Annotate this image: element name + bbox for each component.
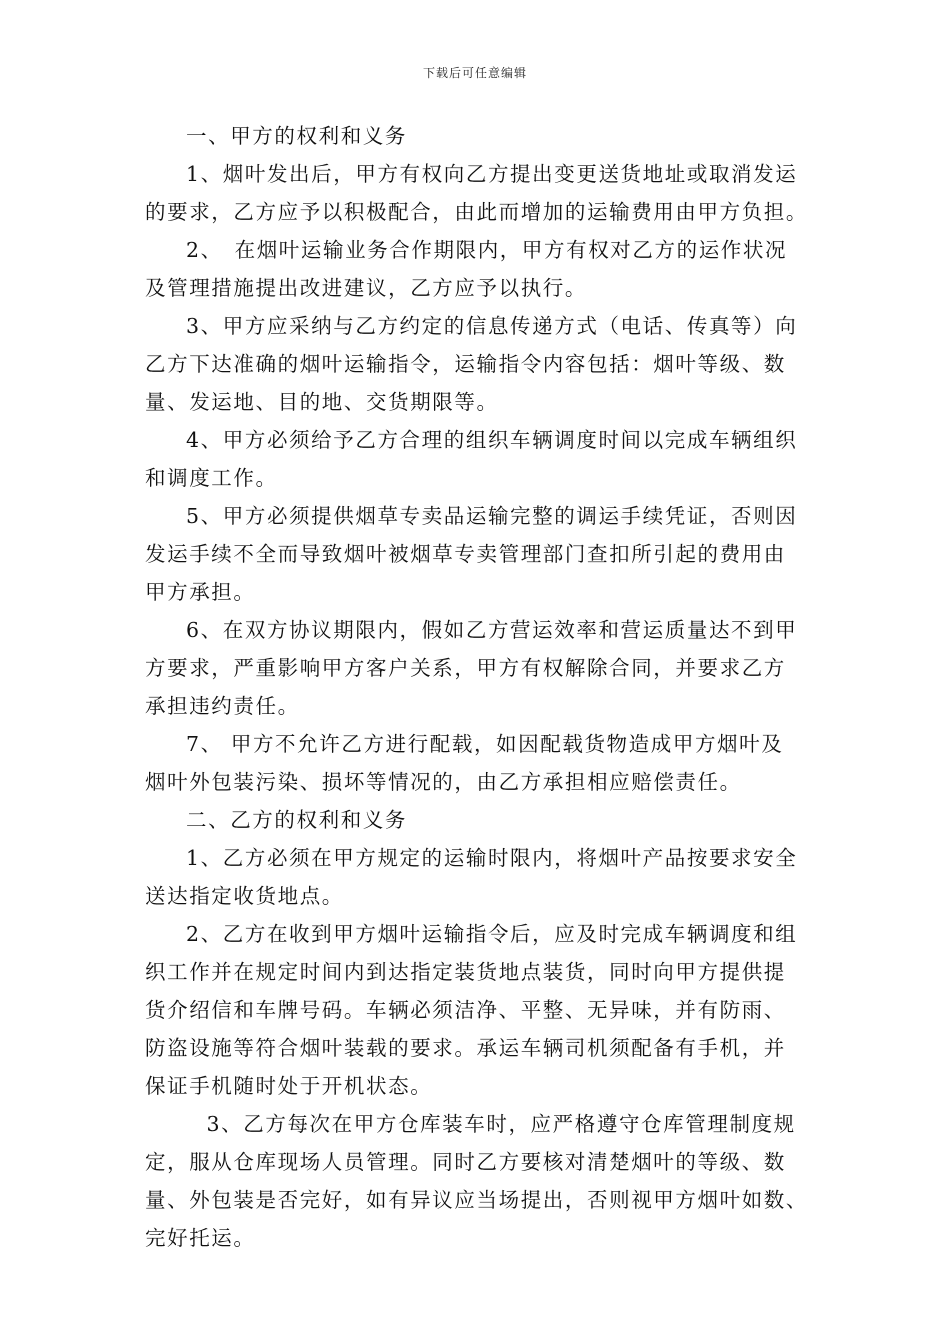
- paragraph-line: 1、烟叶发出后，甲方有权向乙方提出变更送货地址或取消发运: [186, 162, 798, 186]
- section-2-title: [145, 801, 819, 839]
- section-1-paragraph-6: [145, 611, 819, 725]
- paragraph-line: 2、 在烟叶运输业务合作期限内，甲方有权对乙方的运作状况: [186, 238, 788, 262]
- section-1-paragraph-5: [145, 497, 819, 611]
- paragraph-line: 5、甲方必须提供烟草专卖品运输完整的调运手续凭证，否则因: [186, 504, 798, 528]
- paragraph-line: 1、乙方必须在甲方规定的运输时限内，将烟叶产品按要求安全: [186, 846, 798, 870]
- paragraph-line: 乙方下达准确的烟叶运输指令，运输指令内容包括：烟叶等级、数: [145, 352, 786, 376]
- paragraph-line: 量、外包装是否完好，如有异议应当场提出，否则视甲方烟叶如数、: [145, 1188, 808, 1212]
- paragraph-line: 货介绍信和车牌号码。车辆必须洁净、平整、无异味，并有防雨、: [145, 998, 786, 1022]
- paragraph-line: 发运手续不全而导致烟叶被烟草专卖管理部门查扣所引起的费用由: [145, 542, 786, 566]
- paragraph-line: 方要求，严重影响甲方客户关系，甲方有权解除合同，并要求乙方: [145, 656, 786, 680]
- paragraph-line: 定，服从仓库现场人员管理。同时乙方要核对清楚烟叶的等级、数: [145, 1150, 786, 1174]
- paragraph-line: 承担违约责任。: [145, 694, 300, 718]
- paragraph-line: 2、乙方在收到甲方烟叶运输指令后，应及时完成车辆调度和组: [186, 922, 798, 946]
- section-1-paragraph-7: [145, 725, 819, 801]
- section-1-paragraph-2: [145, 231, 819, 307]
- section-title-line: 二、乙方的权利和义务: [186, 808, 407, 832]
- section-2-paragraph-3: [145, 1105, 819, 1257]
- paragraph-line: 3、乙方每次在甲方仓库装车时，应严格遵守仓库管理制度规: [206, 1112, 796, 1136]
- paragraph-line: 6、在双方协议期限内，假如乙方营运效率和营运质量达不到甲: [186, 618, 798, 642]
- section-1-paragraph-1: [145, 155, 819, 231]
- paragraph-line: 保证手机随时处于开机状态。: [145, 1074, 433, 1098]
- section-2-paragraph-1: [145, 839, 819, 915]
- contract-body: [145, 117, 819, 1257]
- paragraph-line: 织工作并在规定时间内到达指定装货地点装货，同时向甲方提供提: [145, 960, 786, 984]
- paragraph-line: 量、发运地、目的地、交货期限等。: [145, 390, 499, 414]
- paragraph-line: 及管理措施提出改进建议，乙方应予以执行。: [145, 276, 587, 300]
- paragraph-line: 烟叶外包装污染、损坏等情况的，由乙方承担相应赔偿责任。: [145, 770, 742, 794]
- paragraph-line: 完好托运。: [145, 1226, 256, 1250]
- paragraph-line: 的要求，乙方应予以积极配合，由此而增加的运输费用由甲方负担。: [145, 200, 808, 224]
- section-2-paragraph-2: [145, 915, 819, 1105]
- paragraph-line: 甲方承担。: [145, 580, 256, 604]
- section-1-paragraph-3: [145, 307, 819, 421]
- section-1-title: [145, 117, 819, 155]
- paragraph-line: 3、甲方应采纳与乙方约定的信息传递方式（电话、传真等）向: [186, 314, 798, 338]
- paragraph-line: 和调度工作。: [145, 466, 278, 490]
- paragraph-line: 4、甲方必须给予乙方合理的组织车辆调度时间以完成车辆组织: [186, 428, 798, 452]
- section-title-line: 一、甲方的权利和义务: [186, 124, 407, 148]
- section-1-paragraph-4: [145, 421, 819, 497]
- paragraph-line: 防盗设施等符合烟叶装载的要求。承运车辆司机须配备有手机，并: [145, 1036, 786, 1060]
- paragraph-line: 送达指定收货地点。: [145, 884, 344, 908]
- paragraph-line: 7、 甲方不允许乙方进行配载，如因配载货物造成甲方烟叶及: [186, 732, 784, 756]
- header-note: 下载后可任意编辑: [422, 66, 527, 80]
